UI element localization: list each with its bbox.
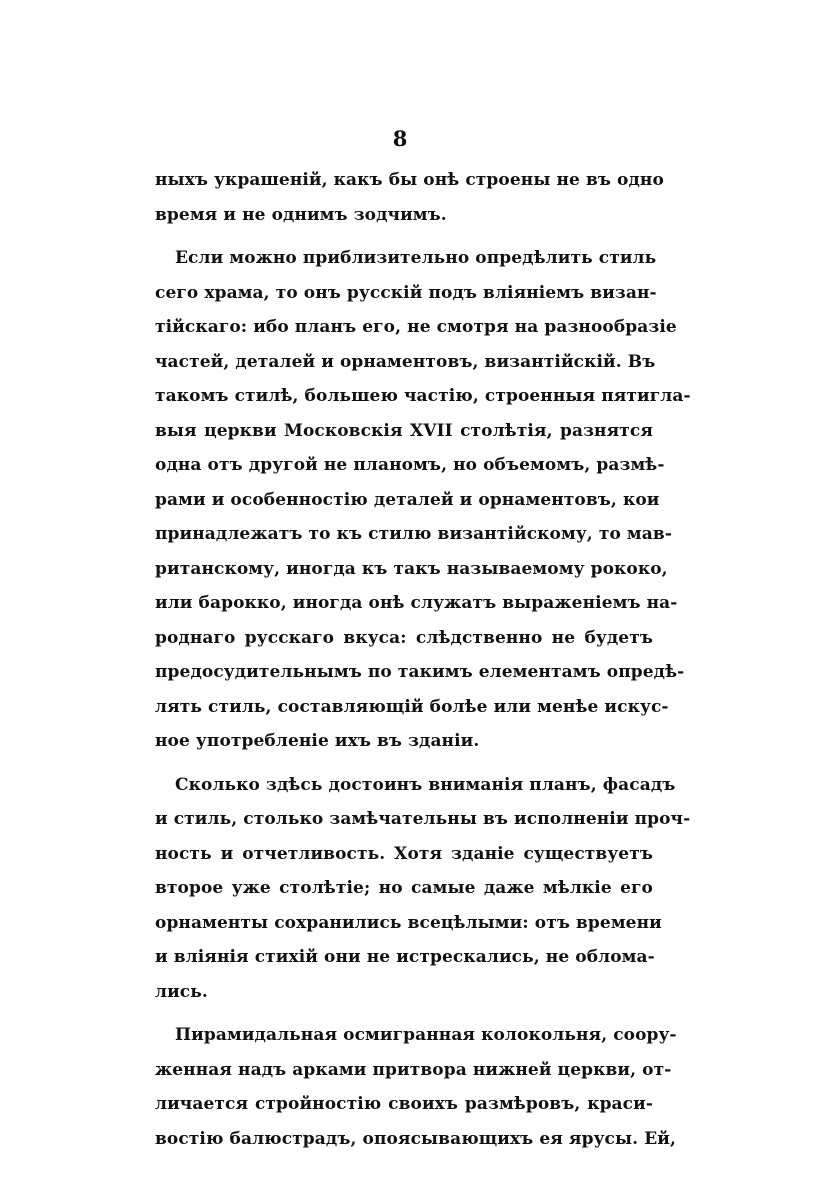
body-text xyxy=(155,163,691,1156)
text-line: ританскому, иногда къ такъ называемому рококо, xyxy=(155,558,668,579)
text-line: Если можно приблизительно опредѣлить стиль xyxy=(175,248,657,268)
text-line: частей, деталей и орнаментовъ, византійскій. Въ xyxy=(155,351,656,372)
text-line: тійскаго: ибо планъ его, не смотря на разнообразіе xyxy=(155,317,677,337)
text-line: роднаго русскаго вкуса: слѣдственно не будетъ xyxy=(155,627,653,648)
text-line: такомъ стилѣ, большею частію, строенныя пятигла- xyxy=(155,386,691,406)
text-line: Сколько здѣсь достоинъ вниманія планъ, фасадъ xyxy=(175,774,676,795)
text-line: ное употребленіе ихъ въ зданіи. xyxy=(155,731,480,751)
text-line: востію балюстрадъ, опоясывающихъ ея ярусы. Ей, xyxy=(155,1128,676,1149)
text-line: и стиль, столько замѣчательны въ исполненіи проч- xyxy=(155,809,691,829)
text-line: сего храма, то онъ русскій подъ вліяніемъ визан- xyxy=(155,282,657,303)
text-line: предосудительнымъ по такимъ елементамъ опредѣ- xyxy=(155,662,685,682)
text-line: выя церкви Московскія XVII столѣтія, разнятся xyxy=(155,420,653,441)
paragraph xyxy=(155,768,691,1010)
text-line: лять стиль, составляющій болѣе или менѣе искус- xyxy=(155,696,669,717)
text-line: рами и особенностію деталей и орнаментовъ, кои xyxy=(155,489,660,510)
text-line: ность и отчетливость. Хотя зданіе существуетъ xyxy=(155,843,653,864)
paragraph xyxy=(155,163,664,232)
text-line: Пирамидальная осмигранная колокольня, соору- xyxy=(175,1025,677,1045)
text-line: орнаменты сохранились всецѣлыми: отъ времени xyxy=(155,912,662,933)
page-number: 8 xyxy=(392,126,408,151)
text-line: время и не однимъ зодчимъ. xyxy=(155,204,447,225)
paragraph xyxy=(155,241,691,759)
text-line: второе уже столѣтіе; но самые даже мѣлкіе его xyxy=(155,878,653,898)
text-line: или барокко, иногда онѣ служатъ выраженіемъ на- xyxy=(155,593,678,613)
text-line: лись. xyxy=(155,981,208,1002)
text-line: и вліянія стихій они не истрескались, не облома- xyxy=(155,947,655,967)
text-line: женная надъ арками притвора нижней церкви, от- xyxy=(155,1059,672,1080)
text-line: ныхъ украшеній, какъ бы онѣ строены не въ одно xyxy=(155,170,664,190)
text-line: принадлежатъ то къ стилю византійскому, то мав- xyxy=(155,524,672,544)
text-line: личается стройностію своихъ размѣровъ, краси- xyxy=(155,1094,653,1114)
text-line: одна отъ другой не планомъ, но объемомъ, размѣ- xyxy=(155,455,665,475)
paragraph xyxy=(155,1018,677,1156)
